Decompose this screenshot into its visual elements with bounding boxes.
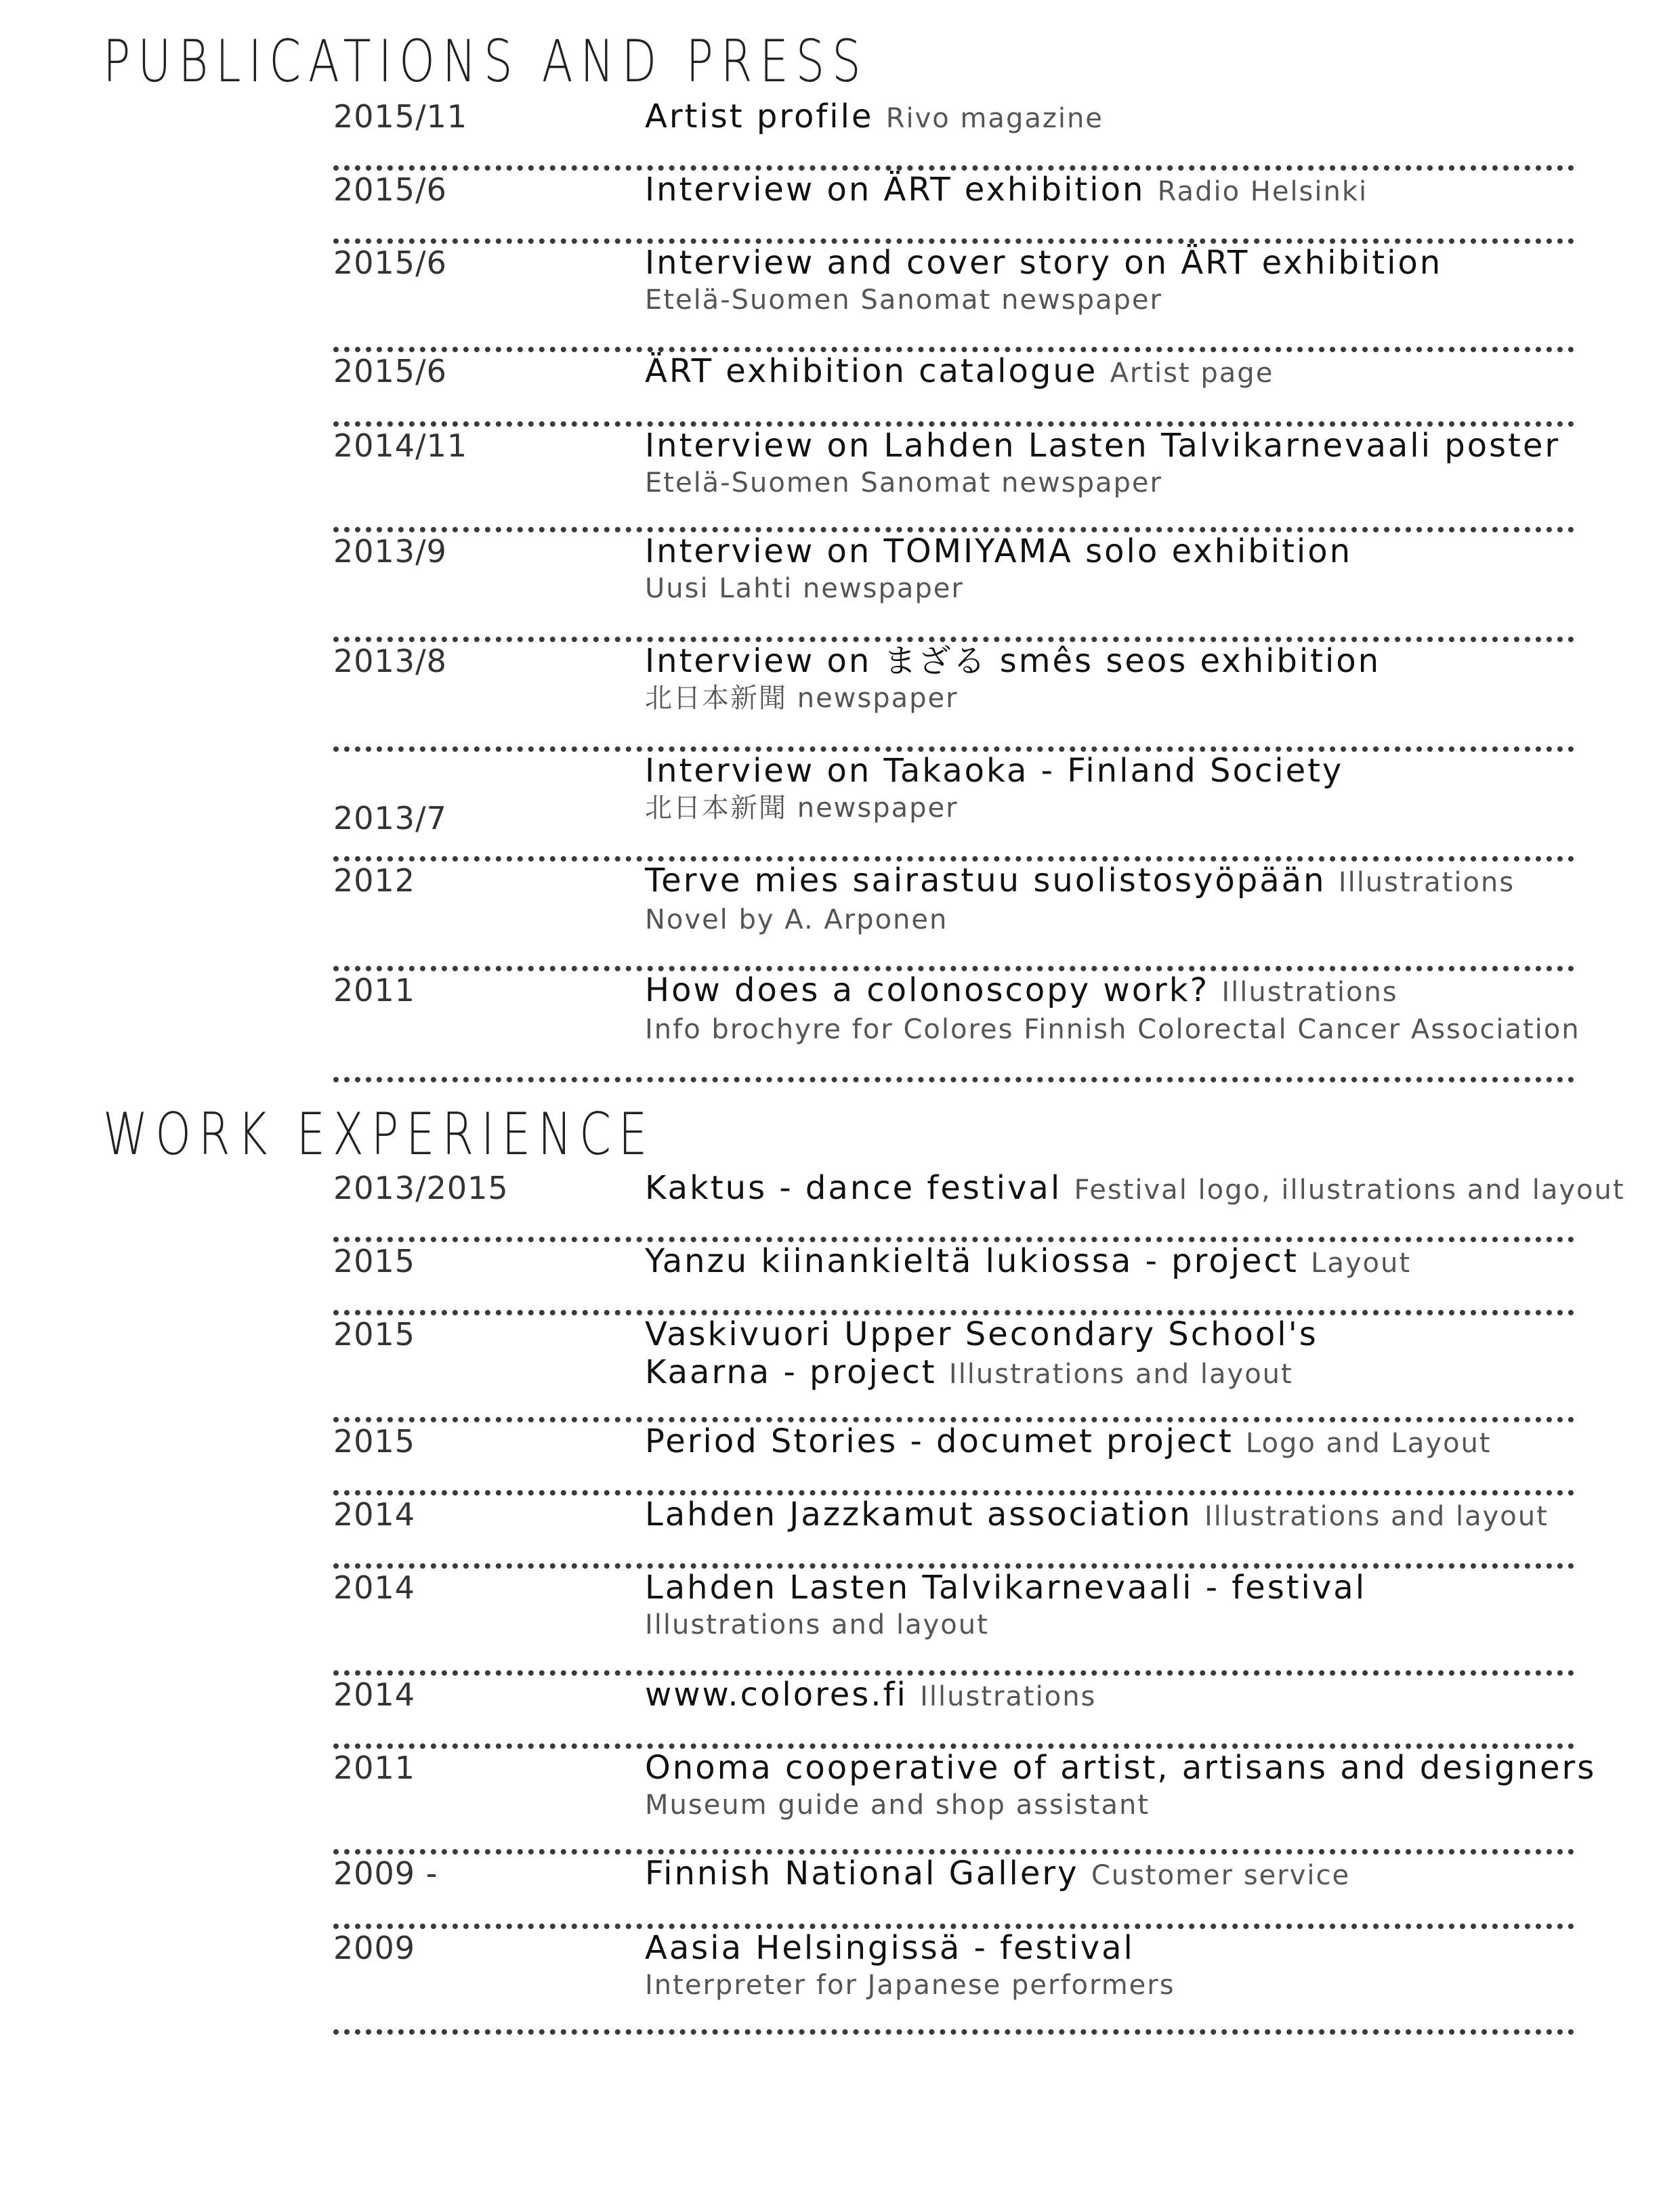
entry-subtitle: 北日本新聞 newspaper	[645, 683, 959, 714]
entry-date: 2015	[333, 1423, 416, 1460]
entry-note: Customer service	[1091, 1860, 1351, 1891]
entry-content	[645, 971, 1580, 1048]
entry-subtitle: Interpreter for Japanese performers	[645, 1970, 1175, 2001]
entry-title-line	[645, 1242, 1574, 1282]
list-item	[333, 98, 1574, 171]
entry-title-line	[645, 1929, 1574, 1967]
list-item	[333, 1422, 1574, 1496]
entry-title-line	[645, 752, 1574, 790]
entry-title: Onoma cooperative of artist, artisans and designers	[645, 1749, 1597, 1787]
entry-title: Aasia Helsingissä - festival	[645, 1929, 1135, 1967]
entry-date: 2013/8	[333, 643, 447, 679]
entry-title: Yanzu kiinankieltä lukiossa - project	[645, 1242, 1299, 1280]
list-item	[333, 1676, 1574, 1749]
entry-subtitle: Etelä-Suomen Sanomat newspaper	[645, 284, 1162, 316]
entry-content	[645, 244, 1574, 318]
entry-note: Illustrations and layout	[948, 1359, 1293, 1390]
entry-date: 2015/6	[333, 245, 447, 281]
entry-title: Interview and cover story on ÄRT exhibition	[645, 244, 1443, 282]
entry-date: 2015/6	[333, 353, 447, 389]
entry-date: 2011	[333, 1750, 416, 1786]
entry-content	[645, 98, 1574, 137]
entry-content	[645, 642, 1574, 717]
entry-note: Artist page	[1110, 358, 1274, 389]
entry-note: Logo and Layout	[1245, 1428, 1492, 1459]
list-item	[333, 752, 1574, 862]
list-item	[333, 1749, 1597, 1855]
entry-content	[645, 427, 1574, 501]
entry-date: 2013/9	[333, 533, 447, 570]
list-item	[333, 532, 1574, 642]
entry-title-line	[645, 1496, 1574, 1535]
entry-subtitle: 北日本新聞 newspaper	[645, 792, 959, 824]
entry-subtitle: Illustrations and layout	[645, 1609, 989, 1640]
entry-title-line	[645, 1676, 1574, 1716]
list-item	[333, 1315, 1574, 1422]
list-item	[333, 642, 1574, 752]
section-heading-work-experience: WORK EXPERIENCE	[103, 1101, 655, 1168]
entry-content	[645, 352, 1574, 392]
entry-date: 2009 -	[333, 1855, 438, 1892]
entry-date: 2014	[333, 1569, 416, 1606]
list-item	[333, 244, 1574, 352]
entry-date: 2014/11	[333, 427, 468, 464]
entry-title-line	[645, 171, 1574, 211]
list-item	[333, 352, 1574, 427]
entry-note: Illustrations	[920, 1681, 1097, 1712]
entry-date: 2011	[333, 972, 416, 1009]
entry-date: 2015/11	[333, 98, 468, 135]
work-experience-list	[333, 1169, 1625, 2035]
entry-content	[645, 1929, 1574, 2004]
entry-title-line	[645, 532, 1574, 570]
entry-date: 2015	[333, 1316, 416, 1353]
entry-note: Layout	[1311, 1248, 1412, 1279]
list-item	[333, 1929, 1574, 2035]
entry-content	[645, 1315, 1574, 1393]
entry-title-line	[645, 1315, 1574, 1353]
entry-note: Illustrations and layout	[1204, 1501, 1549, 1532]
entry-title: Artist profile	[645, 98, 874, 135]
entry-title: Lahden Lasten Talvikarnevaali - festival	[645, 1569, 1367, 1607]
entry-title-line	[645, 1749, 1597, 1787]
list-item	[333, 1169, 1625, 1242]
entry-content	[645, 752, 1574, 826]
entry-title-line	[645, 244, 1574, 282]
entry-title: Finnish National Gallery	[645, 1855, 1079, 1892]
entry-note: Illustrations	[1338, 867, 1515, 898]
entry-note: Rivo magazine	[885, 103, 1104, 134]
entry-title-line	[645, 862, 1574, 902]
entry-subtitle: Novel by A. Arponen	[645, 904, 948, 935]
list-item	[333, 1855, 1574, 1929]
entry-content	[645, 1676, 1574, 1716]
entry-content	[645, 171, 1574, 211]
entry-date: 2009	[333, 1930, 416, 1966]
entry-title: Period Stories - documet project	[645, 1422, 1234, 1460]
entry-title-line	[645, 1169, 1625, 1209]
entry-note: Radio Helsinki	[1157, 176, 1368, 207]
entry-content	[645, 1242, 1574, 1282]
entry-title: Terve mies sairastuu suolistosyöpään	[645, 862, 1326, 899]
entry-title-line	[645, 352, 1574, 392]
entry-title-line	[645, 1569, 1574, 1607]
list-item	[333, 427, 1574, 532]
entry-date: 2014	[333, 1496, 416, 1533]
entry-title-line	[645, 971, 1574, 1011]
entry-title: Interview on Lahden Lasten Talvikarnevaali poster	[645, 427, 1561, 465]
list-item	[333, 1242, 1574, 1315]
entry-note: Illustrations	[1221, 977, 1398, 1008]
entry-title-line	[645, 98, 1574, 137]
entry-title-line-2	[645, 1353, 1574, 1393]
entry-subtitle: Museum guide and shop assistant	[645, 1789, 1150, 1821]
entry-date: 2015/6	[333, 171, 447, 208]
entry-title-line	[645, 1422, 1574, 1462]
entry-title: Interview on まざる smês seos exhibition	[645, 642, 1381, 680]
entry-title-line	[645, 1855, 1574, 1894]
list-item	[333, 1496, 1574, 1569]
entry-title: Lahden Jazzkamut association	[645, 1496, 1192, 1533]
entry-content	[645, 1855, 1574, 1894]
publications-list	[333, 98, 1580, 1082]
section-heading-publications: PUBLICATIONS AND PRESS	[103, 28, 868, 96]
entry-title: Interview on ÄRT exhibition	[645, 171, 1146, 209]
entry-title-line	[645, 427, 1574, 465]
entry-title: Kaktus - dance festival	[645, 1169, 1062, 1207]
list-item	[333, 862, 1574, 971]
entry-date: 2012	[333, 862, 416, 899]
entry-content	[645, 532, 1574, 607]
entry-title: Vaskivuori Upper Secondary School's	[645, 1315, 1318, 1353]
entry-date: 2015	[333, 1243, 416, 1279]
entry-title-continued: Kaarna - project	[645, 1353, 937, 1391]
entry-subtitle: Uusi Lahti newspaper	[645, 573, 964, 604]
entry-content	[645, 862, 1574, 938]
entry-title-line	[645, 642, 1574, 680]
entry-title: Interview on Takaoka - Finland Society	[645, 752, 1344, 790]
entry-subtitle: Info brochyre for Colores Finnish Colorectal Cancer Association	[645, 1014, 1580, 1045]
entry-title: Interview on TOMIYAMA solo exhibition	[645, 532, 1353, 570]
entry-date: 2013/7	[333, 800, 447, 836]
entry-subtitle: Etelä-Suomen Sanomat newspaper	[645, 467, 1162, 499]
list-item	[333, 171, 1574, 244]
entry-date: 2014	[333, 1676, 416, 1713]
entry-title: How does a colonoscopy work?	[645, 971, 1210, 1009]
entry-title: www.colores.fi	[645, 1676, 908, 1714]
list-item	[333, 1569, 1574, 1676]
entry-content	[645, 1569, 1574, 1643]
entry-note: Festival logo, illustrations and layout	[1074, 1174, 1625, 1206]
entry-content	[645, 1496, 1574, 1535]
entry-content	[645, 1169, 1625, 1209]
entry-date: 2013/2015	[333, 1170, 509, 1206]
list-item	[333, 971, 1580, 1082]
entry-content	[645, 1749, 1597, 1823]
entry-content	[645, 1422, 1574, 1462]
entry-title: ÄRT exhibition catalogue	[645, 352, 1098, 390]
